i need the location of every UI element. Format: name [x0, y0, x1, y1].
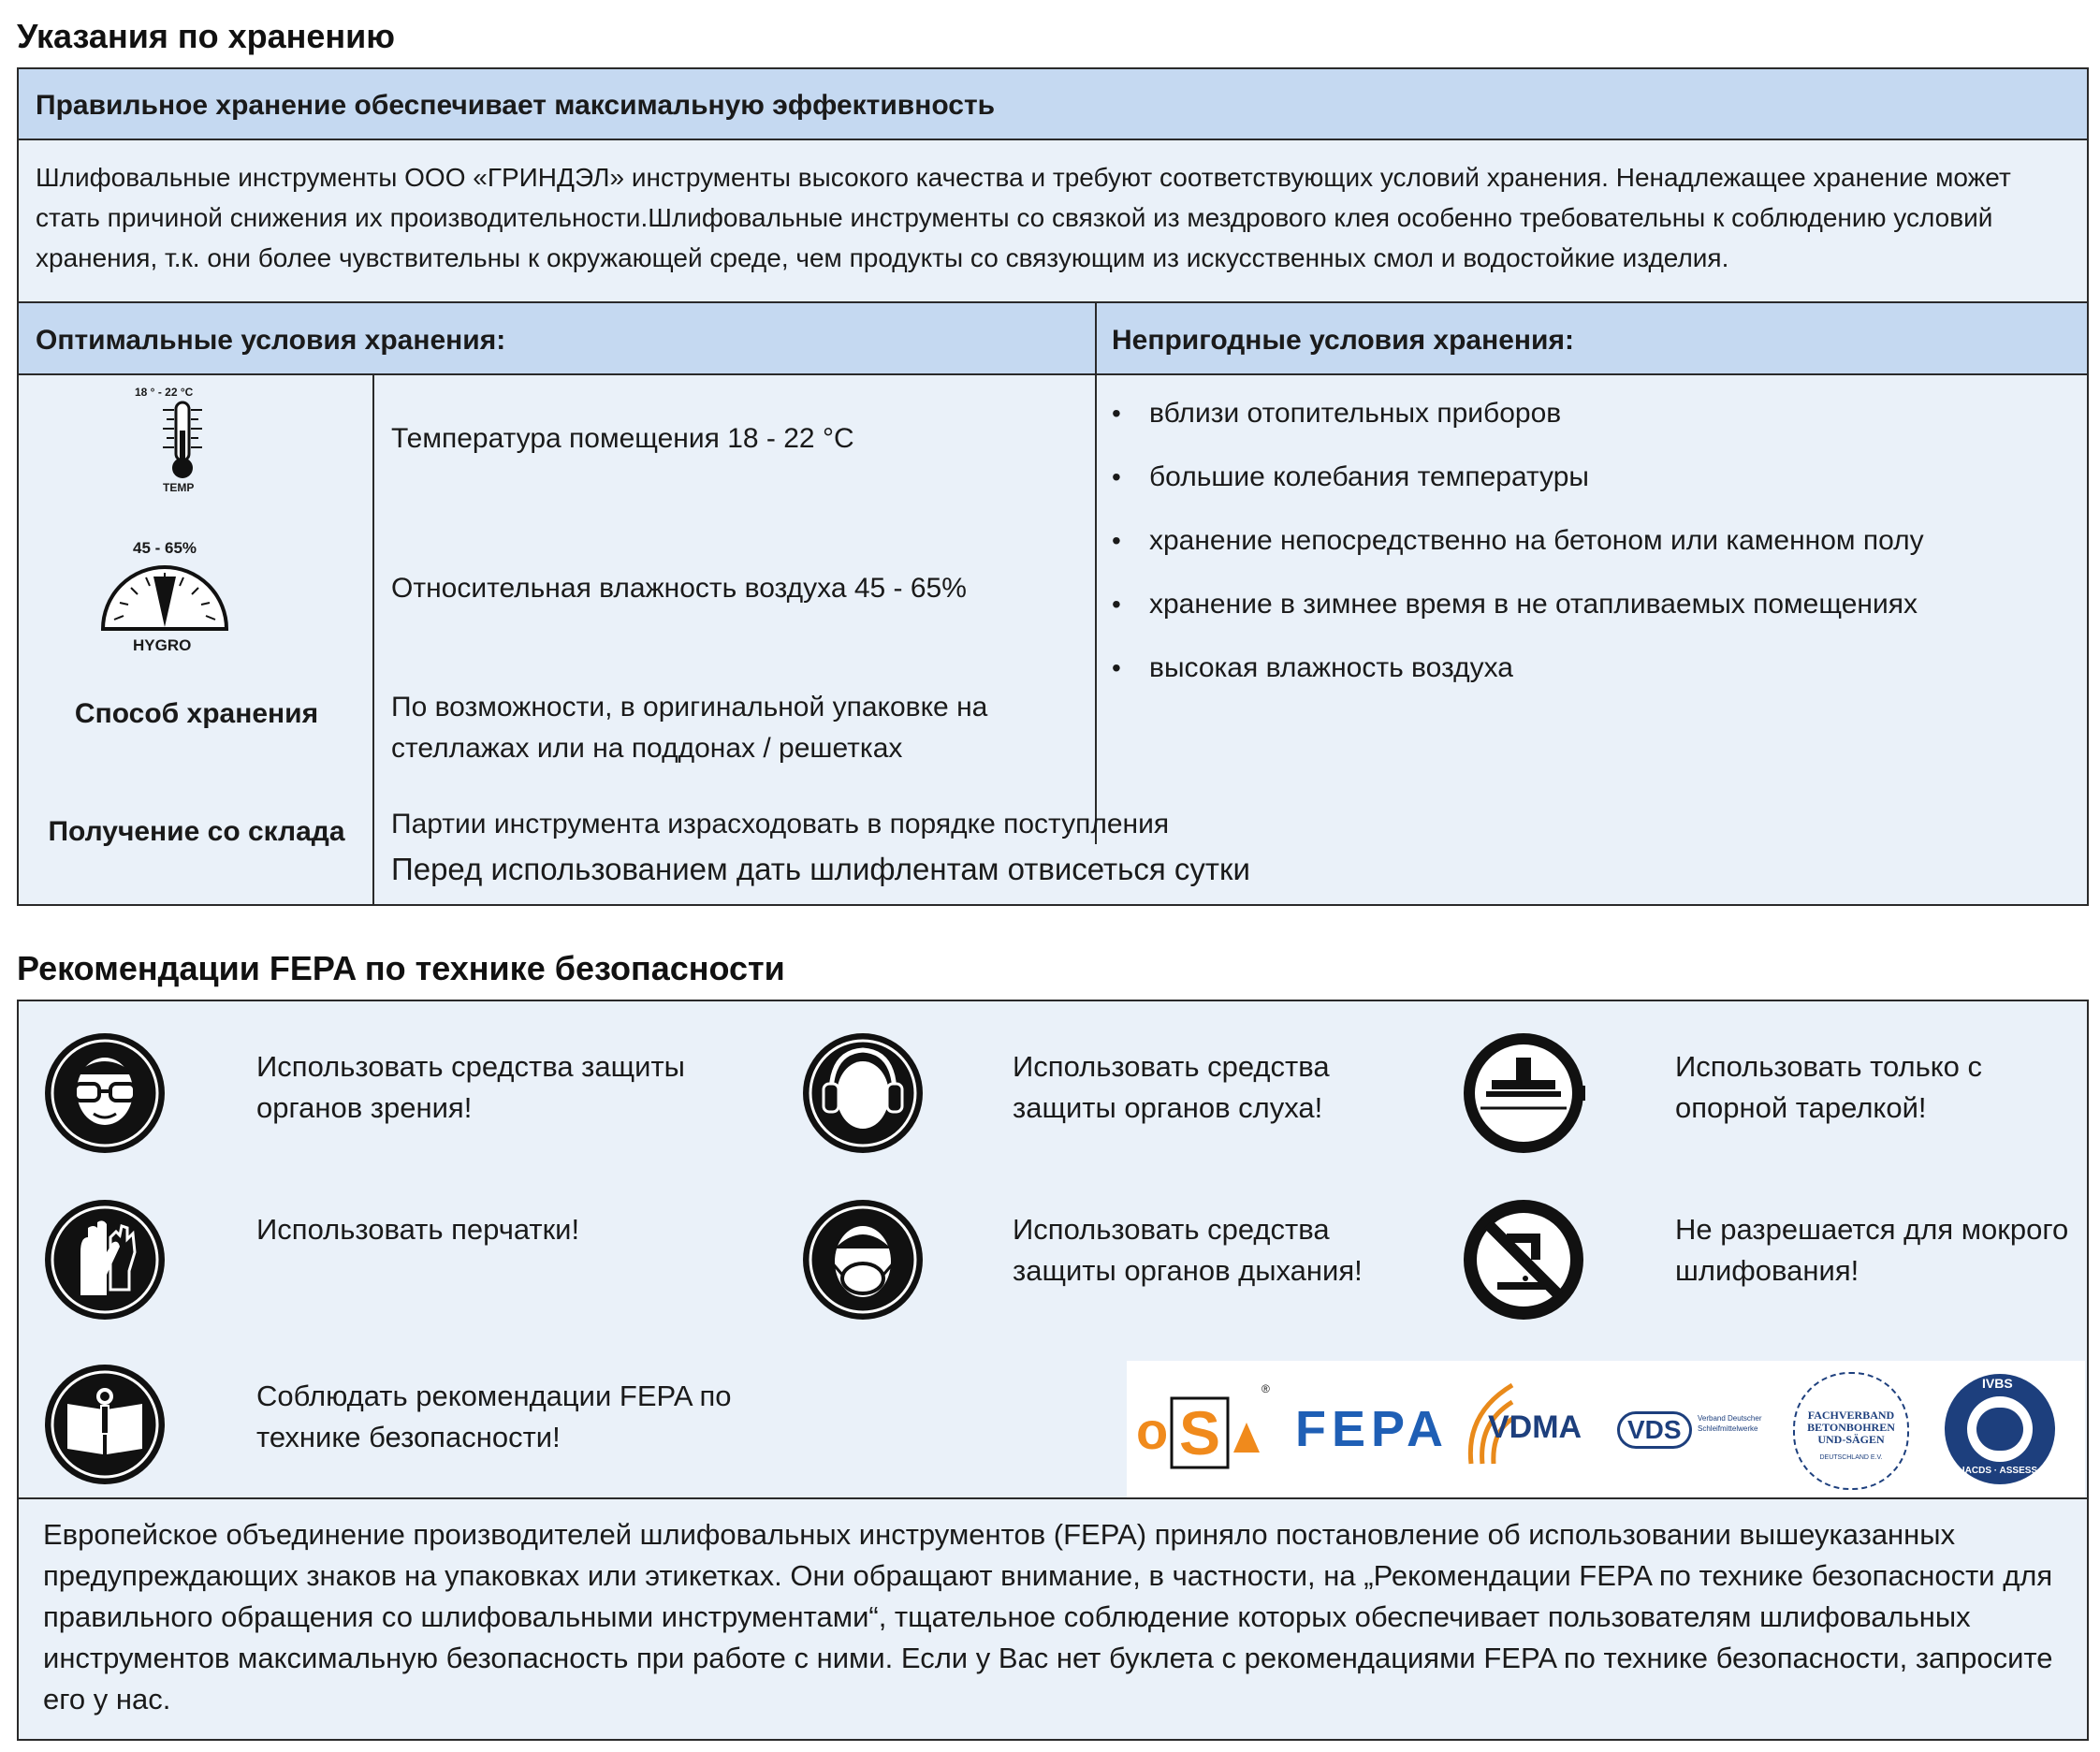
svg-text:o: o [1136, 1401, 1169, 1460]
row-storage-method-label: Способ хранения [74, 698, 319, 729]
storage-intro: Шлифовальные инструменты ООО «ГРИНДЭЛ» инструменты высокого качества и требуют соответствующих условий хранения. Ненадлежащее хранение может стать причиной снижения их производительности.Шлифовальные инструменты со связкой из мездрового клея особенно требовательны к соблюдению условий хранения, т.к. они более чувствительны к окружающей среде, чем продукты со связующим из искусственных смол и водостойкие изделия. [36, 163, 2011, 272]
backing-pad-icon [1460, 1029, 1587, 1157]
svg-text:S: S [1179, 1398, 1221, 1467]
thermometer-icon: 18 ° - 22 °C TEMP [135, 386, 195, 494]
sign-text-backing-pad: Использовать только с опорной тарелкой! [1675, 1050, 1983, 1124]
ear-protection-icon [799, 1029, 926, 1157]
row-warehouse-text-2: Перед использованием дать шлифлентам отвисеться сутки [391, 852, 1250, 886]
eye-protection-icon [41, 1029, 168, 1157]
list-item: • большие колебания температуры [1112, 459, 2066, 522]
safety-panel [17, 1000, 2089, 1741]
list-item: • хранение непосредственно на бетоном или каменном полу [1112, 522, 2066, 586]
row-temperature: Температура помещения 18 - 22 °C [391, 423, 854, 454]
header-divider [1095, 301, 1097, 844]
storage-panel [17, 67, 2089, 906]
list-item: • высокая влажность воздуха [1112, 650, 2066, 713]
safety-heading: Рекомендации FEPA по технике безопасности [17, 949, 785, 987]
fachverband-logo: FACHVERBAND BETONBOHREN UND-SÄGEN DEUTSCHLAND E.V. [1793, 1372, 1909, 1490]
vds-logo: VDS Verband Deutscher Schleifmittelwerke [1617, 1408, 1786, 1454]
unsuitable-header: Непригодные условия хранения: [1112, 325, 1574, 356]
footer-divider [19, 1497, 2087, 1499]
hygrometer-icon: 45 - 65% HYGRO [99, 539, 240, 648]
sign-text-manual: Соблюдать рекомендации FEPA по технике безопасности! [256, 1380, 732, 1453]
sign-text-eye: Использовать средства защиты органов зрения! [256, 1050, 685, 1124]
respirator-icon [799, 1196, 926, 1323]
fepa-logo: FEPA [1295, 1401, 1450, 1457]
optimal-header: Оптимальные условия хранения: [36, 325, 506, 356]
row-storage-method-text: По возможности, в оригинальной упаковке на стеллажах или на поддонах / решетках [391, 692, 988, 764]
storage-heading: Указания по хранению [17, 17, 395, 55]
ivbs-logo: IVBS IACDS · ASSESS [1945, 1374, 2055, 1484]
row-humidity: Относительная влажность воздуха 45 - 65% [391, 573, 967, 604]
safety-footer-text: Европейское объединение производителей шлифовальных инструментов (FEPA) приняло постановление об использовании вышеуказанных предупреждающих знаков на упаковках или этикетках. Они обращают внимание, в частности, на „Рекомендации FEPA по технике безопасности для правильного обращения со шлифовальными инструментами“, тщательное соблюдение которых обеспечивает пользователям шлифовальных инструментов максимальную безопасность при работе с ними. Если у Вас нет буклета с рекомендациями FEPA по технике безопасности, запросите его у нас. [43, 1518, 2053, 1716]
sign-text-gloves: Использовать перчатки! [256, 1213, 580, 1246]
label-column-divider [372, 373, 374, 906]
unsuitable-list [1112, 395, 2066, 713]
list-item: • хранение в зимнее время в не отапливаемых помещениях [1112, 586, 2066, 650]
sign-text-respirator: Использовать средства защиты органов дыхания! [1013, 1213, 1363, 1287]
vdma-logo: VDMA [1488, 1409, 1582, 1445]
list-item: • вблизи отопительных приборов [1112, 395, 2066, 459]
sign-text-ear: Использовать средства защиты органов слуха! [1013, 1050, 1330, 1124]
sign-text-no-wet: Не разрешается для мокрого шлифования! [1675, 1213, 2069, 1287]
read-manual-icon [41, 1361, 168, 1488]
svg-text:®: ® [1261, 1382, 1270, 1395]
storage-banner-text: Правильное хранение обеспечивает максимальную эффективность [36, 90, 996, 121]
row-warehouse-text: Партии инструмента израсходовать в порядке поступления [391, 809, 1170, 840]
partner-logos [1127, 1361, 2085, 1497]
storage-banner [19, 69, 2087, 140]
no-wet-grinding-icon [1460, 1196, 1587, 1323]
osa-logo [1134, 1381, 1275, 1475]
row-warehouse-label: Получение со склада [48, 816, 345, 847]
gloves-icon [41, 1196, 168, 1323]
